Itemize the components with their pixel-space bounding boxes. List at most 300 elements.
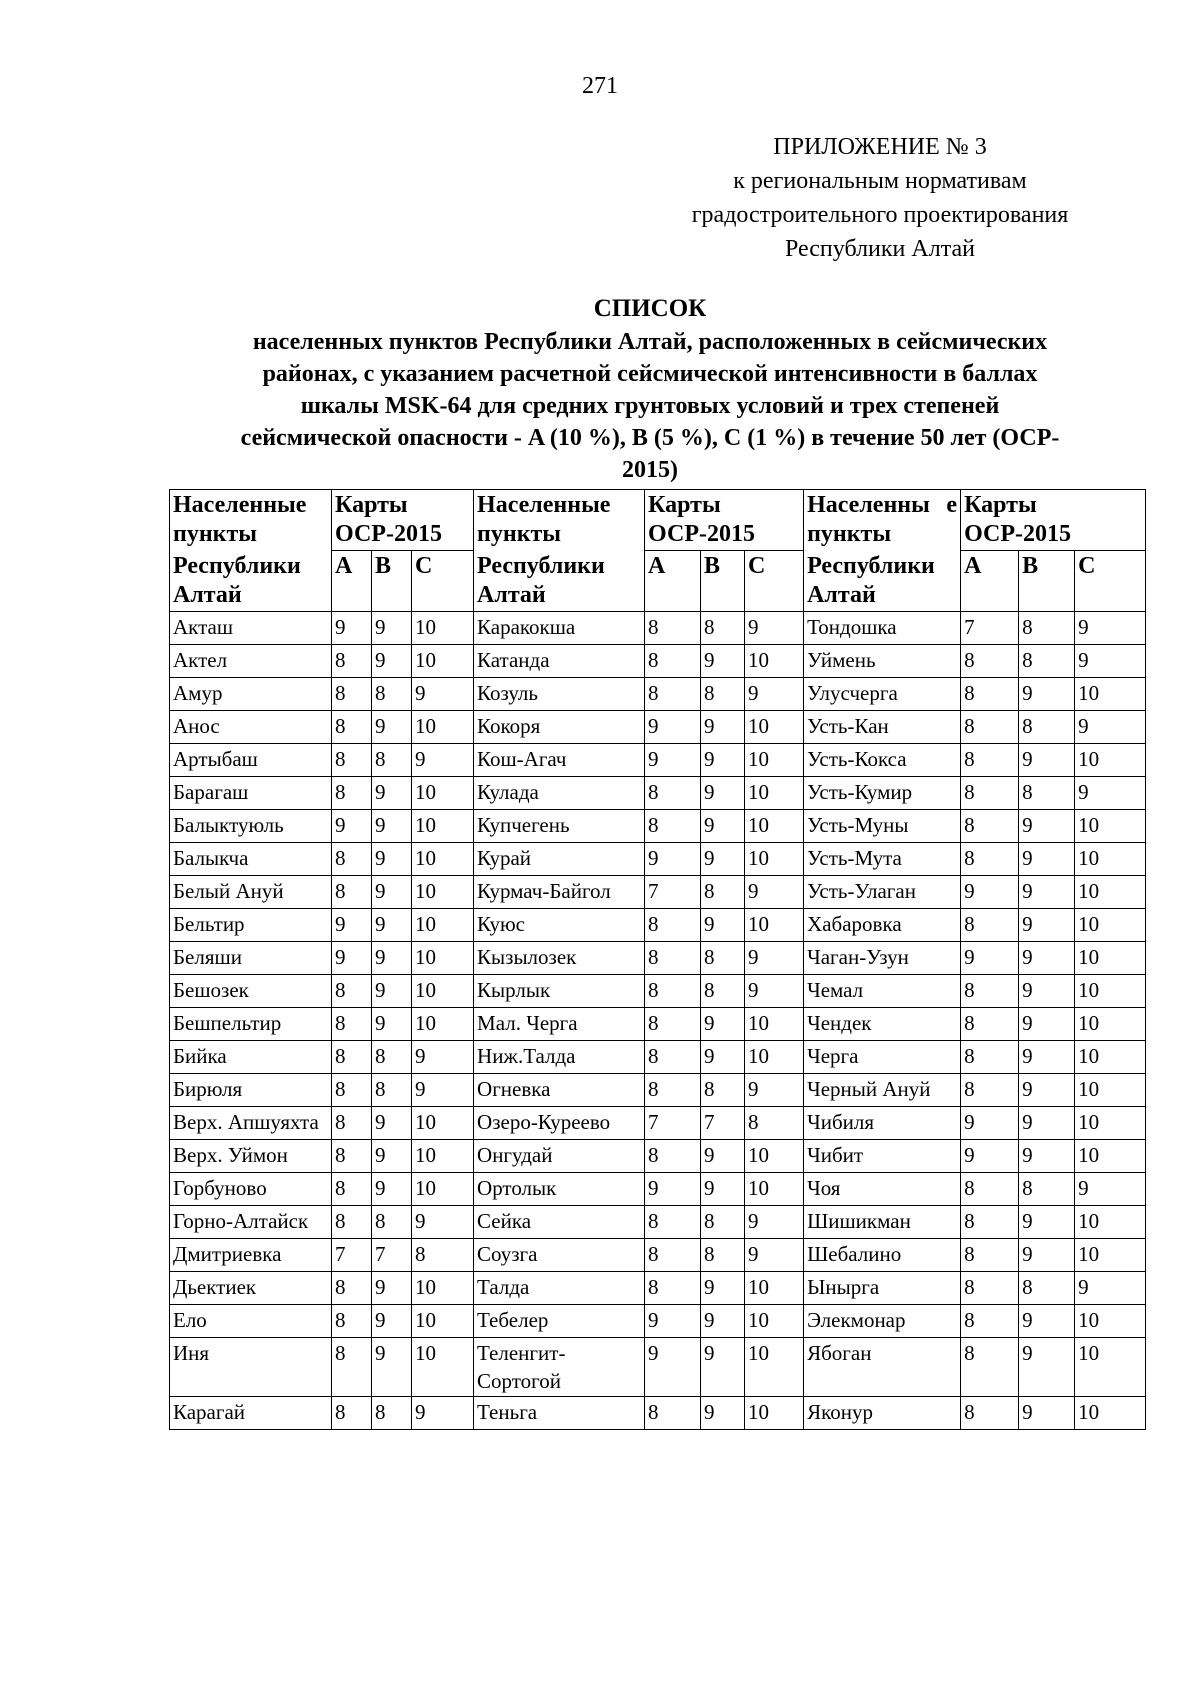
cell-b-2: 8 (701, 941, 745, 974)
cell-settlement-3: Черга (804, 1040, 961, 1073)
cell-settlement-1: Артыбаш (170, 743, 332, 776)
cell-c-1: 10 (412, 644, 474, 677)
cell-settlement-3: Черный Ануй (804, 1073, 961, 1106)
cell-settlement-1: Дмитриевка (170, 1238, 332, 1271)
cell-c-3: 10 (1075, 1073, 1146, 1106)
cell-settlement-2: Курмач-Байгол (474, 875, 645, 908)
page-number: 271 (582, 73, 618, 99)
cell-b-1: 8 (372, 743, 412, 776)
table-row (170, 644, 1146, 677)
cell-c-1: 9 (412, 1396, 474, 1429)
cell-settlement-3: Чемал (804, 974, 961, 1007)
cell-c-3: 10 (1075, 1238, 1146, 1271)
cell-settlement-2: Огневка (474, 1073, 645, 1106)
table-row (170, 908, 1146, 941)
title-line-1: населенных пунктов Республики Алтай, расположенных в сейсмических (252, 329, 1048, 355)
cell-a-3: 8 (961, 1040, 1019, 1073)
cell-c-2: 9 (745, 1205, 804, 1238)
cell-a-3: 7 (961, 611, 1019, 644)
cell-settlement-1: Актел (170, 644, 332, 677)
cell-b-1: 7 (372, 1238, 412, 1271)
cell-c-1: 10 (412, 875, 474, 908)
appendix-line-1: ПРИЛОЖЕНИЕ № 3 (773, 134, 987, 160)
cell-settlement-1: Анос (170, 710, 332, 743)
cell-c-3: 10 (1075, 809, 1146, 842)
cell-a-3: 8 (961, 743, 1019, 776)
cell-c-1: 10 (412, 1172, 474, 1205)
cell-settlement-1: Балыктуюль (170, 809, 332, 842)
cell-a-2: 8 (645, 1007, 701, 1040)
document-title (160, 292, 1140, 486)
cell-a-3: 9 (961, 1106, 1019, 1139)
cell-c-3: 10 (1075, 1139, 1146, 1172)
cell-settlement-2: Кош-Агач (474, 743, 645, 776)
cell-b-3: 9 (1019, 1337, 1075, 1396)
cell-b-2: 8 (701, 677, 745, 710)
cell-c-1: 9 (412, 743, 474, 776)
cell-b-1: 9 (372, 908, 412, 941)
cell-a-2: 8 (645, 1073, 701, 1106)
cell-a-2: 8 (645, 974, 701, 1007)
cell-b-1: 9 (372, 1337, 412, 1396)
header-settlements-2-top: Населенные пункты (474, 490, 645, 551)
table-row (170, 1007, 1146, 1040)
table-row (170, 1073, 1146, 1106)
cell-settlement-2: Кокоря (474, 710, 645, 743)
cell-c-1: 9 (412, 677, 474, 710)
cell-settlement-1: Верх. Апшуяхта (170, 1106, 332, 1139)
table-row (170, 743, 1146, 776)
cell-c-2: 10 (745, 1040, 804, 1073)
cell-a-3: 8 (961, 1337, 1019, 1396)
cell-b-3: 9 (1019, 875, 1075, 908)
cell-a-1: 8 (332, 974, 372, 1007)
cell-a-3: 8 (961, 1304, 1019, 1337)
header-c-2: C (745, 551, 804, 612)
table-body (170, 611, 1146, 1429)
cell-a-3: 8 (961, 710, 1019, 743)
cell-a-3: 8 (961, 1007, 1019, 1040)
cell-a-2: 8 (645, 776, 701, 809)
table-row (170, 941, 1146, 974)
cell-b-3: 9 (1019, 974, 1075, 1007)
cell-c-1: 8 (412, 1238, 474, 1271)
cell-a-1: 8 (332, 644, 372, 677)
cell-settlement-2: Курай (474, 842, 645, 875)
header-maps-2: Карты ОСР-2015 (645, 490, 804, 551)
cell-a-2: 8 (645, 1271, 701, 1304)
cell-b-3: 8 (1019, 710, 1075, 743)
cell-b-2: 9 (701, 1172, 745, 1205)
cell-a-2: 8 (645, 1040, 701, 1073)
cell-c-3: 10 (1075, 743, 1146, 776)
table-row (170, 974, 1146, 1007)
cell-a-1: 8 (332, 1007, 372, 1040)
title-line-2: районах, с указанием расчетной сейсмической интенсивности в баллах (262, 361, 1038, 387)
table-row (170, 875, 1146, 908)
cell-a-3: 8 (961, 1073, 1019, 1106)
cell-b-3: 8 (1019, 611, 1075, 644)
cell-c-2: 10 (745, 1271, 804, 1304)
cell-settlement-2: Купчегень (474, 809, 645, 842)
header-settlements-1-top: Населенные пункты (170, 490, 332, 551)
cell-a-1: 8 (332, 1396, 372, 1429)
cell-c-3: 9 (1075, 644, 1146, 677)
cell-b-2: 8 (701, 1073, 745, 1106)
cell-a-2: 8 (645, 611, 701, 644)
cell-settlement-3: Яконур (804, 1396, 961, 1429)
cell-a-1: 9 (332, 908, 372, 941)
header-b-3: B (1019, 551, 1075, 612)
table-row (170, 1337, 1146, 1396)
cell-settlement-1: Бешозек (170, 974, 332, 1007)
cell-a-3: 8 (961, 1396, 1019, 1429)
cell-settlement-2: Козуль (474, 677, 645, 710)
cell-c-2: 10 (745, 743, 804, 776)
cell-settlement-2: Мал. Черга (474, 1007, 645, 1040)
cell-c-1: 9 (412, 1040, 474, 1073)
cell-c-3: 10 (1075, 1396, 1146, 1429)
cell-b-2: 9 (701, 809, 745, 842)
cell-a-2: 8 (645, 1396, 701, 1429)
cell-settlement-3: Чоя (804, 1172, 961, 1205)
appendix-line-4: Республики Алтай (785, 236, 975, 262)
cell-settlement-1: Белый Ануй (170, 875, 332, 908)
cell-b-2: 9 (701, 1396, 745, 1429)
cell-a-1: 8 (332, 1271, 372, 1304)
cell-b-1: 8 (372, 1040, 412, 1073)
cell-settlement-2: Кырлык (474, 974, 645, 1007)
cell-a-1: 8 (332, 1139, 372, 1172)
cell-b-3: 9 (1019, 1073, 1075, 1106)
cell-a-1: 8 (332, 776, 372, 809)
cell-c-3: 10 (1075, 1007, 1146, 1040)
cell-b-1: 9 (372, 1007, 412, 1040)
cell-a-2: 8 (645, 809, 701, 842)
cell-a-2: 8 (645, 644, 701, 677)
cell-settlement-1: Акташ (170, 611, 332, 644)
cell-a-3: 9 (961, 875, 1019, 908)
cell-a-3: 9 (961, 1139, 1019, 1172)
cell-settlement-1: Бирюля (170, 1073, 332, 1106)
cell-a-1: 8 (332, 875, 372, 908)
cell-a-1: 8 (332, 1205, 372, 1238)
cell-c-2: 9 (745, 941, 804, 974)
cell-settlement-2: Тебелер (474, 1304, 645, 1337)
cell-a-2: 8 (645, 941, 701, 974)
cell-settlement-3: Ынырга (804, 1271, 961, 1304)
cell-settlement-3: Усть-Улаган (804, 875, 961, 908)
cell-b-3: 9 (1019, 1205, 1075, 1238)
table-row (170, 1396, 1146, 1429)
cell-settlement-1: Бешпельтир (170, 1007, 332, 1040)
cell-c-2: 8 (745, 1106, 804, 1139)
cell-a-1: 8 (332, 842, 372, 875)
title-line-4: сейсмической опасности - A (10 %), B (5 %), C (1 %) в течение 50 лет (ОСР- (240, 425, 1060, 451)
table-row (170, 842, 1146, 875)
title-main: СПИСОК (593, 295, 707, 322)
cell-b-1: 9 (372, 1304, 412, 1337)
cell-c-2: 9 (745, 1073, 804, 1106)
cell-settlement-3: Усть-Кокса (804, 743, 961, 776)
table-row (170, 1205, 1146, 1238)
cell-a-3: 8 (961, 1205, 1019, 1238)
cell-b-3: 9 (1019, 908, 1075, 941)
cell-a-1: 8 (332, 743, 372, 776)
cell-settlement-1: Балыкча (170, 842, 332, 875)
cell-b-3: 9 (1019, 1106, 1075, 1139)
cell-c-2: 10 (745, 1304, 804, 1337)
cell-b-3: 9 (1019, 1139, 1075, 1172)
cell-c-2: 9 (745, 875, 804, 908)
cell-c-3: 10 (1075, 1304, 1146, 1337)
cell-b-1: 9 (372, 1139, 412, 1172)
cell-settlement-2: Катанда (474, 644, 645, 677)
cell-settlement-2: Теньга (474, 1396, 645, 1429)
cell-c-1: 10 (412, 776, 474, 809)
cell-c-3: 10 (1075, 677, 1146, 710)
cell-settlement-1: Верх. Уймон (170, 1139, 332, 1172)
cell-c-3: 9 (1075, 1172, 1146, 1205)
cell-settlement-1: Бийка (170, 1040, 332, 1073)
cell-b-3: 9 (1019, 1396, 1075, 1429)
header-b-1: B (372, 551, 412, 612)
title-line-5: 2015) (622, 457, 678, 483)
cell-c-3: 9 (1075, 611, 1146, 644)
cell-a-3: 8 (961, 974, 1019, 1007)
cell-a-1: 8 (332, 1073, 372, 1106)
cell-a-2: 9 (645, 842, 701, 875)
cell-settlement-3: Хабаровка (804, 908, 961, 941)
cell-settlement-2: Сейка (474, 1205, 645, 1238)
cell-c-1: 10 (412, 941, 474, 974)
cell-c-2: 9 (745, 974, 804, 1007)
cell-c-3: 10 (1075, 941, 1146, 974)
cell-c-2: 10 (745, 1007, 804, 1040)
cell-settlement-3: Шишикман (804, 1205, 961, 1238)
cell-a-2: 7 (645, 1106, 701, 1139)
cell-a-3: 8 (961, 1238, 1019, 1271)
cell-b-1: 8 (372, 677, 412, 710)
cell-settlement-1: Дьектиек (170, 1271, 332, 1304)
header-a-2: A (645, 551, 701, 612)
header-maps-3: Карты ОСР-2015 (961, 490, 1146, 551)
cell-b-2: 9 (701, 776, 745, 809)
cell-b-2: 9 (701, 1007, 745, 1040)
cell-settlement-1: Горно-Алтайск (170, 1205, 332, 1238)
cell-b-3: 9 (1019, 743, 1075, 776)
cell-settlement-3: Усть-Муны (804, 809, 961, 842)
cell-b-3: 8 (1019, 1172, 1075, 1205)
cell-a-3: 9 (961, 941, 1019, 974)
cell-settlement-2: Куюс (474, 908, 645, 941)
table-row (170, 809, 1146, 842)
cell-a-2: 8 (645, 677, 701, 710)
cell-settlement-2: Соузга (474, 1238, 645, 1271)
cell-settlement-1: Амур (170, 677, 332, 710)
cell-a-3: 8 (961, 842, 1019, 875)
cell-settlement-3: Чаган-Узун (804, 941, 961, 974)
table-row (170, 1304, 1146, 1337)
cell-b-2: 8 (701, 611, 745, 644)
cell-a-3: 8 (961, 776, 1019, 809)
cell-a-2: 8 (645, 1238, 701, 1271)
cell-c-1: 10 (412, 809, 474, 842)
seismic-settlements-table (169, 489, 1146, 1430)
cell-a-1: 7 (332, 1238, 372, 1271)
cell-a-2: 8 (645, 1205, 701, 1238)
cell-c-1: 10 (412, 1337, 474, 1396)
cell-a-2: 9 (645, 1304, 701, 1337)
table-row (170, 1271, 1146, 1304)
cell-settlement-1: Беляши (170, 941, 332, 974)
table-row (170, 1172, 1146, 1205)
cell-settlement-2: Кулада (474, 776, 645, 809)
cell-b-3: 9 (1019, 941, 1075, 974)
cell-settlement-2: Озеро-Куреево (474, 1106, 645, 1139)
cell-c-2: 9 (745, 611, 804, 644)
cell-a-1: 9 (332, 809, 372, 842)
appendix-line-2: к региональным нормативам (733, 168, 1027, 194)
cell-c-2: 9 (745, 677, 804, 710)
cell-c-3: 9 (1075, 710, 1146, 743)
cell-c-2: 10 (745, 809, 804, 842)
table-row (170, 677, 1146, 710)
cell-settlement-3: Чибит (804, 1139, 961, 1172)
cell-c-1: 10 (412, 1139, 474, 1172)
cell-settlement-2: Онгудай (474, 1139, 645, 1172)
table-row (170, 1106, 1146, 1139)
cell-b-1: 9 (372, 1172, 412, 1205)
cell-b-1: 9 (372, 1106, 412, 1139)
cell-c-1: 10 (412, 1271, 474, 1304)
cell-b-1: 9 (372, 809, 412, 842)
cell-a-1: 8 (332, 1172, 372, 1205)
cell-b-3: 9 (1019, 1238, 1075, 1271)
cell-a-3: 8 (961, 644, 1019, 677)
cell-b-2: 9 (701, 1040, 745, 1073)
cell-b-1: 9 (372, 611, 412, 644)
cell-settlement-3: Шебалино (804, 1238, 961, 1271)
cell-c-2: 10 (745, 842, 804, 875)
cell-settlement-1: Карагай (170, 1396, 332, 1429)
cell-b-3: 9 (1019, 809, 1075, 842)
cell-c-2: 10 (745, 644, 804, 677)
cell-a-2: 9 (645, 1337, 701, 1396)
cell-c-1: 10 (412, 842, 474, 875)
cell-settlement-2: Каракокша (474, 611, 645, 644)
cell-b-3: 8 (1019, 644, 1075, 677)
cell-c-2: 10 (745, 776, 804, 809)
cell-c-3: 9 (1075, 1271, 1146, 1304)
cell-c-1: 10 (412, 611, 474, 644)
cell-c-1: 9 (412, 1205, 474, 1238)
cell-b-2: 9 (701, 644, 745, 677)
cell-a-1: 8 (332, 1106, 372, 1139)
cell-c-1: 10 (412, 710, 474, 743)
cell-a-3: 8 (961, 908, 1019, 941)
cell-b-2: 9 (701, 1271, 745, 1304)
header-maps-1: Карты ОСР-2015 (332, 490, 474, 551)
cell-settlement-2: Талда (474, 1271, 645, 1304)
cell-settlement-1: Иня (170, 1337, 332, 1396)
cell-settlement-3: Усть-Кан (804, 710, 961, 743)
cell-b-1: 9 (372, 974, 412, 1007)
header-settlements-3-top: Населенны е пункты (804, 490, 961, 551)
cell-c-3: 10 (1075, 842, 1146, 875)
cell-c-3: 10 (1075, 1040, 1146, 1073)
cell-a-3: 8 (961, 809, 1019, 842)
cell-c-3: 10 (1075, 1205, 1146, 1238)
cell-settlement-3: Улусчерга (804, 677, 961, 710)
cell-b-1: 8 (372, 1396, 412, 1429)
cell-c-1: 10 (412, 974, 474, 1007)
cell-b-3: 8 (1019, 1271, 1075, 1304)
cell-c-3: 10 (1075, 908, 1146, 941)
cell-settlement-1: Бельтир (170, 908, 332, 941)
appendix-heading (640, 130, 1120, 266)
header-settlements-2-bottom: Республики Алтай (474, 551, 645, 612)
cell-b-2: 8 (701, 875, 745, 908)
cell-c-2: 9 (745, 1238, 804, 1271)
cell-c-3: 10 (1075, 1106, 1146, 1139)
cell-settlement-3: Уймень (804, 644, 961, 677)
cell-b-2: 8 (701, 974, 745, 1007)
table-header-row-1 (170, 490, 1146, 551)
cell-b-2: 9 (701, 743, 745, 776)
cell-b-2: 9 (701, 1337, 745, 1396)
header-a-1: A (332, 551, 372, 612)
cell-a-1: 8 (332, 1337, 372, 1396)
cell-a-1: 8 (332, 677, 372, 710)
cell-settlement-2: Ортолык (474, 1172, 645, 1205)
table-row (170, 710, 1146, 743)
cell-a-1: 8 (332, 1304, 372, 1337)
cell-b-2: 9 (701, 1139, 745, 1172)
cell-settlement-2: Теленгит-Сортогой (474, 1337, 645, 1396)
cell-c-2: 10 (745, 1139, 804, 1172)
cell-a-2: 9 (645, 743, 701, 776)
cell-settlement-3: Чибиля (804, 1106, 961, 1139)
cell-c-1: 10 (412, 1007, 474, 1040)
cell-b-1: 9 (372, 776, 412, 809)
cell-a-3: 8 (961, 1172, 1019, 1205)
header-settlements-1-bottom: Республики Алтай (170, 551, 332, 612)
cell-b-1: 9 (372, 875, 412, 908)
cell-settlement-3: Чендек (804, 1007, 961, 1040)
cell-b-3: 9 (1019, 1304, 1075, 1337)
cell-b-2: 8 (701, 1205, 745, 1238)
cell-a-2: 8 (645, 908, 701, 941)
cell-c-1: 10 (412, 908, 474, 941)
cell-b-3: 9 (1019, 842, 1075, 875)
cell-settlement-1: Горбуново (170, 1172, 332, 1205)
header-a-3: A (961, 551, 1019, 612)
cell-b-2: 9 (701, 908, 745, 941)
cell-b-1: 9 (372, 1271, 412, 1304)
cell-b-2: 9 (701, 710, 745, 743)
cell-b-3: 9 (1019, 1007, 1075, 1040)
table-row (170, 1040, 1146, 1073)
cell-settlement-3: Тондошка (804, 611, 961, 644)
cell-c-1: 10 (412, 1106, 474, 1139)
cell-b-2: 9 (701, 842, 745, 875)
cell-settlement-3: Элекмонар (804, 1304, 961, 1337)
cell-b-1: 9 (372, 842, 412, 875)
cell-settlement-2: Ниж.Талда (474, 1040, 645, 1073)
table-row (170, 1238, 1146, 1271)
title-line-3: шкалы MSK-64 для средних грунтовых условий и трех степеней (300, 393, 1000, 419)
